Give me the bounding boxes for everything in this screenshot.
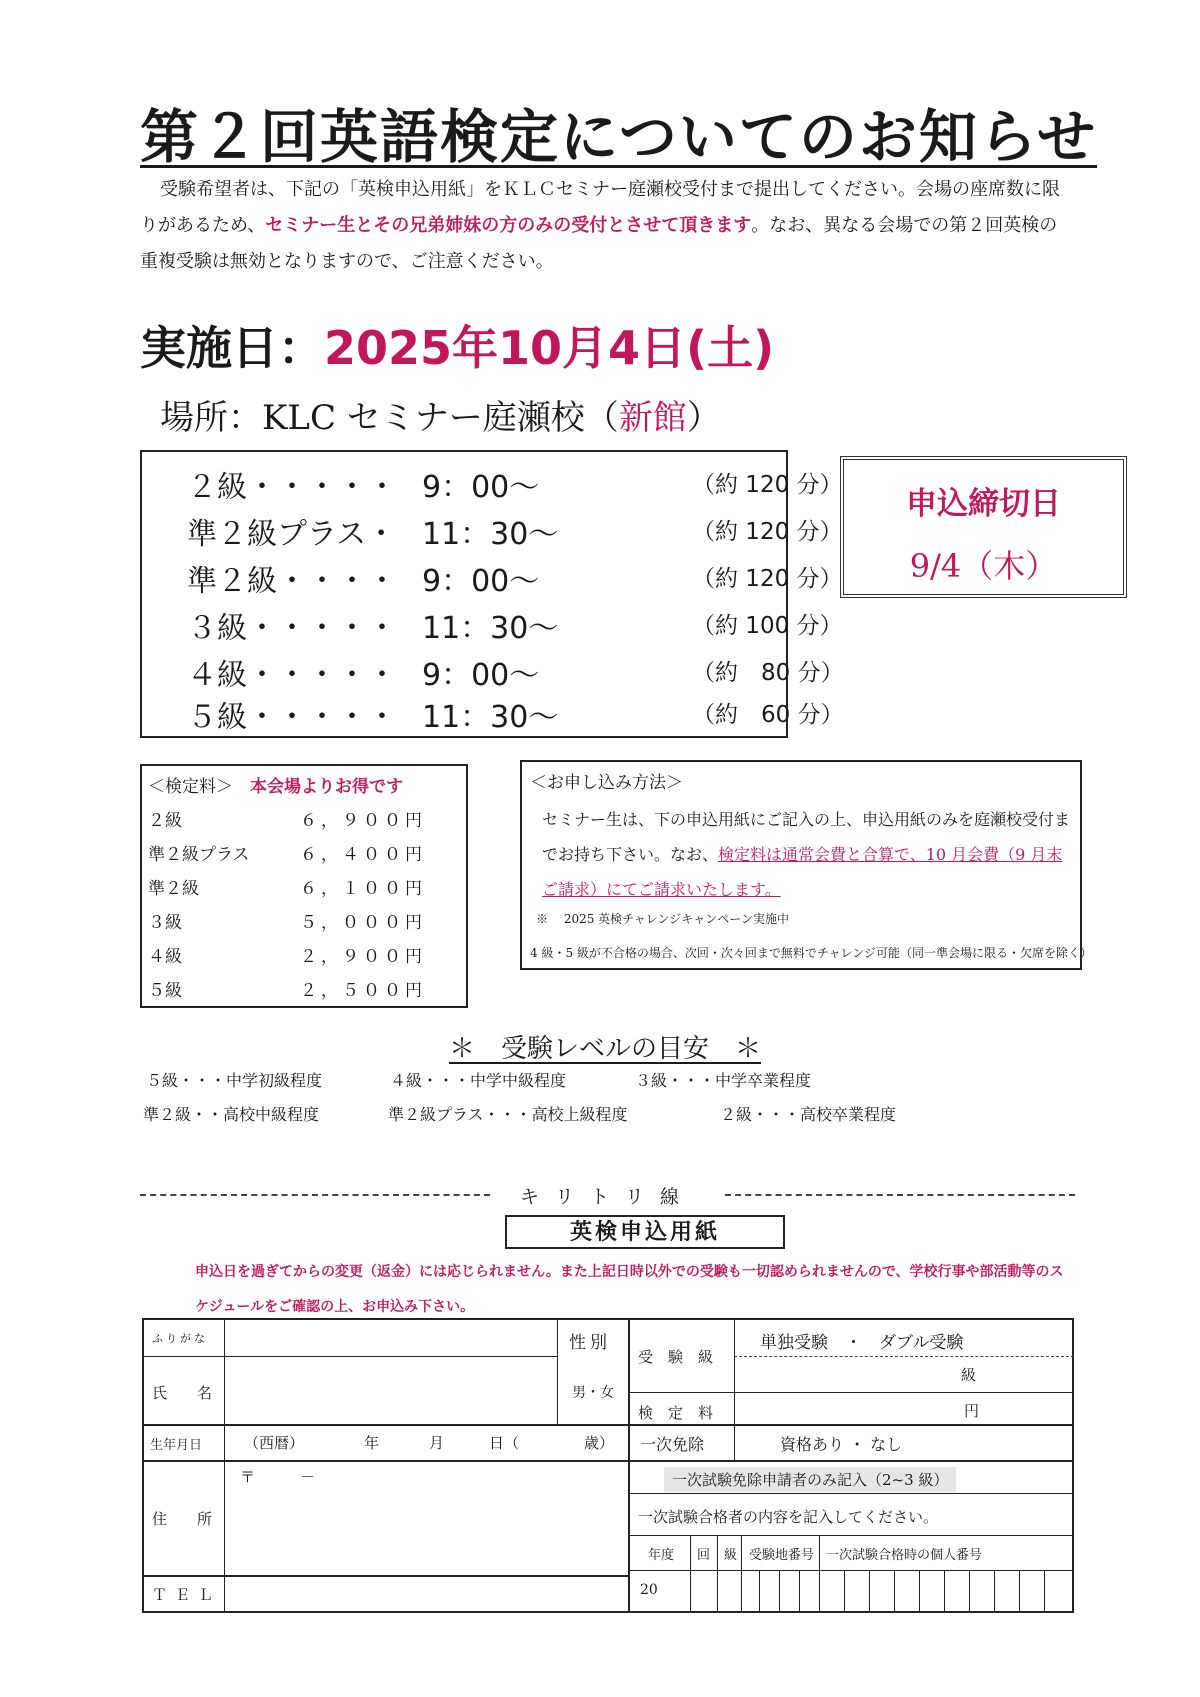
schedule-row [187,650,844,693]
grid-line [224,1320,225,1613]
schedule-row [187,556,843,599]
exempt-col-year: 年度 [648,1548,675,1563]
birth-label: 生年月日 [150,1438,203,1453]
schedule-grade: ５級・・・・・ [187,700,397,735]
schedule-grade: 準２級・・・・ [187,564,397,599]
application-form [142,1318,1074,1613]
fee-row [148,806,458,836]
grid-line [894,1570,895,1613]
exemption-label: 一次免除 [640,1435,705,1454]
exemption-options[interactable]: 資格あり ・ なし [780,1435,903,1454]
fee-row [148,840,458,870]
application-method-box [520,760,1092,970]
schedule-time: 11：30～ [422,700,559,735]
grid-line [628,1493,1074,1494]
grade-label: 受 験 級 [638,1348,714,1366]
level-item: 準２級プラス・・・高校上級程度 [388,1105,628,1124]
venue-row [160,390,721,439]
schedule-duration: （約 100 分） [692,613,843,639]
fee-header-label: ＜検定料＞ [148,777,233,797]
intro-text-2: 。なお、異なる会場での第２回英検の重複受験は無効となりますので、ご注意ください。 [140,215,1058,272]
grid-line [628,1570,1074,1571]
grid-line [779,1570,780,1613]
method-campaign-note: ※ 2025 英検チャレンジキャンペーン実施中 [536,912,789,926]
schedule-time: 11：30～ [422,611,559,646]
exempt-col-round: 回 [697,1548,711,1563]
grid-line [944,1570,945,1613]
exam-type-options[interactable]: 単独受験 ・ ダブル受験 [760,1333,964,1353]
level-item: ４級・・・中学中級程度 [390,1071,567,1090]
grid-line [734,1356,1074,1357]
page-title: 第２回英語検定についてのお知らせ [140,103,1098,171]
schedule-duration: （約 120 分） [692,519,843,545]
fee-label: 検 定 料 [638,1404,714,1422]
fee-price: ６，４００円 [300,845,426,865]
schedule-row [187,509,843,552]
schedule-time: 9：00～ [422,658,540,693]
fee-grade: 準２級プラス [148,845,250,865]
fee-box [140,764,468,1008]
address-label: 住 所 [152,1510,213,1528]
method-text: セミナー生は、下の申込用紙にご記入の上、申込用紙のみを庭瀬校受付までお持ち下さい。なお、 [542,810,1071,864]
furigana-input[interactable] [232,1326,552,1352]
fee-grade: ４級 [148,947,182,967]
schedule-duration: （約 60 分） [692,702,844,728]
grid-line [994,1570,995,1613]
name-input[interactable] [232,1362,552,1420]
schedule-grade: 準２級プラス・ [187,517,397,552]
birth-age: 歳） [584,1434,615,1452]
change-notice: 申込日を過ぎてからの変更（返金）には応じられません。また上記日時以外での受験も一切認められませんので、学校行事や部活動等のスケジュールをご確認の上、お申込み下さい。 [195,1264,1064,1315]
intro-highlight: セミナー生とその兄弟姉妹の方のみの受付とさせて頂きます [265,215,752,236]
schedule-grade: ３級・・・・・ [187,611,397,646]
exam-date-value: 2025年10月4日(土) [324,321,775,375]
exam-date-label: 実施日： [140,321,324,375]
form-title: 英検申込用紙 [505,1215,785,1249]
fee-grade: ２級 [148,811,182,831]
furigana-label: ふりがな [152,1332,208,1345]
level-item: ２級・・・高校卒業程度 [720,1105,897,1124]
fee-row [148,874,458,904]
schedule-time: 11：30～ [422,517,559,552]
level-item: ３級・・・中学卒業程度 [635,1071,812,1090]
fee-row [148,908,458,938]
grid-line [717,1535,718,1613]
grid-line [144,1356,557,1357]
gender-options[interactable]: 男・女 [572,1385,614,1401]
exempt-header: 一次試験免除申請者のみ記入（2~3 級） [664,1467,956,1492]
schedule-row [187,462,843,505]
grid-line [144,1424,1074,1426]
schedule-row [187,692,844,735]
tel-label: ＴＥＬ [152,1586,222,1604]
address-input[interactable] [240,1492,620,1570]
exempt-col-grade: 級 [724,1548,738,1563]
venue-label: 場所：KLC セミナー庭瀬校（ [160,398,619,438]
grid-line [869,1570,870,1613]
cut-line-label: キリトリ線 [520,1186,696,1208]
tel-input[interactable] [240,1580,620,1608]
schedule-grade: ４級・・・・・ [187,658,397,693]
method-challenge-note: 4 級・5 級が不合格の場合、次回・次々回まで無料でチャレンジ可能（同一準会場に限る・欠席を除く） [530,946,1092,960]
exempt-col-id: 一次試験合格時の個人番号 [826,1548,983,1563]
schedule-duration: （約 120 分） [692,472,843,498]
deadline-box [840,456,1127,598]
grid-line [628,1535,1074,1536]
fee-price: ６，９００円 [300,811,426,831]
schedule-duration: （約 120 分） [692,566,843,592]
fee-row [148,942,458,972]
name-label: 氏 名 [152,1384,213,1402]
birth-day: 日（ [489,1434,520,1452]
venue-close: ） [686,398,721,438]
grid-line [690,1535,691,1613]
gender-label: 性別 [569,1333,611,1353]
schedule-box [140,450,844,738]
schedule-time: 9：00～ [422,564,540,599]
fee-grade: ３級 [148,913,182,933]
grid-line [628,1392,1074,1393]
exempt-year-prefix: 20 [640,1582,658,1598]
fee-unit: 円 [964,1402,980,1420]
fee-grade: 準２級 [148,879,199,899]
cut-line [140,1182,1075,1206]
grid-line [144,1575,628,1577]
grid-line [819,1535,820,1613]
deadline-label: 申込締切日 [906,486,1061,522]
fee-note: 本会場よりお得です [250,777,403,797]
grade-unit: 級 [961,1366,977,1384]
exempt-col-site: 受験地番号 [749,1548,815,1563]
exam-date-row [140,312,774,378]
grid-line [1019,1570,1020,1613]
grid-line [844,1570,845,1613]
grid-line [741,1535,742,1613]
fee-grade: ５級 [148,981,182,1001]
grid-line [734,1320,735,1460]
grid-line [969,1570,970,1613]
fee-row [148,976,458,1006]
fee-price: ２，５００円 [300,981,426,1001]
venue-value: 新館 [618,398,687,438]
birth-era: （西暦） [244,1434,305,1452]
grid-line [1044,1570,1045,1613]
birth-month: 月 [429,1434,445,1452]
grid-line [144,1460,1074,1462]
fee-header [148,772,403,797]
schedule-time: 9：00～ [422,470,540,505]
schedule-duration: （約 80 分） [692,660,844,686]
method-highlight: 検定料は通常会費と合算で、10 月会費（9 月末ご請求）にてご請求いたします。 [542,845,1063,899]
deadline-date: 9/4（木） [909,547,1058,585]
intro-text-1: 受験希望者は、下記の「英検申込用紙」をＫＬＣセミナー庭瀬校受付まで提出してください。会場の座席数に限りがあるため、 [140,179,1060,236]
grid-line [628,1320,630,1613]
fee-price: ６，１００円 [300,879,426,899]
schedule-grade: ２級・・・・・ [187,470,397,505]
exempt-instruction: 一次試験合格者の内容を記入してください。 [638,1508,939,1526]
schedule-row [187,603,843,646]
method-header: ＜お申し込み方法＞ [530,773,683,793]
grid-line [557,1320,558,1424]
grid-line [799,1570,800,1613]
grid-line [759,1570,760,1613]
method-body [542,802,1072,907]
cut-line-dash-left [140,1194,490,1196]
cut-line-dash-right [725,1194,1075,1196]
grid-line [919,1570,920,1613]
fee-price: ５，０００円 [300,913,426,933]
fee-price: ２，９００円 [300,947,426,967]
intro-paragraph [140,172,1075,280]
birth-year: 年 [364,1434,380,1452]
level-item: 準２級・・高校中級程度 [143,1105,320,1124]
level-item: ５級・・・中学初級程度 [146,1071,323,1090]
postal-mark: 〒 － [240,1468,316,1486]
levels-title: ＊ 受験レベルの目安 ＊ [448,1034,761,1064]
